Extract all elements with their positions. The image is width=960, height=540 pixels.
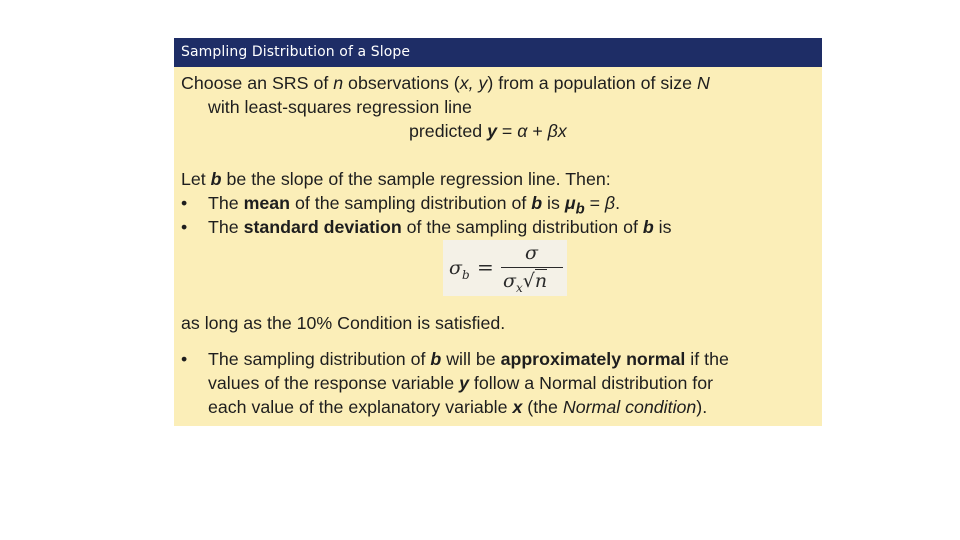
body-line-4: Let b be the slope of the sample regression line. Then:	[181, 169, 611, 189]
title-bar	[174, 38, 822, 67]
regression-equation: predicted y = α + βx	[409, 121, 567, 141]
formula-numerator: σ	[525, 242, 538, 264]
bullet-sd: • The standard deviation of the sampling distribution of b is	[181, 217, 672, 237]
formula-lhs: $\sigma_b$	[449, 257, 470, 282]
body-line-2: with least-squares regression line	[208, 97, 472, 117]
slide-title: Sampling Distribution of a Slope	[181, 44, 411, 60]
formula-denominator: $\sigma_x√n$	[503, 270, 548, 295]
bullet-dot: •	[181, 349, 188, 369]
bullet-mean: • The mean of the sampling distribution of b is $\mu_b = \beta$.	[181, 193, 621, 218]
formula-equals: =	[477, 255, 494, 279]
slide-body	[181, 71, 817, 419]
sd-formula	[443, 240, 567, 296]
bullet-normal-line-3: each value of the explanatory variable x (the Normal condition).	[208, 397, 708, 417]
condition-line: as long as the 10% Condition is satisfied.	[181, 313, 506, 333]
bullet-normal: • The sampling distribution of b will be approximately normal if the	[181, 349, 729, 369]
bullet-dot: •	[181, 193, 188, 213]
bullet-dot: •	[181, 217, 188, 237]
bullet-normal-line-2: values of the response variable y follow a Normal distribution for	[208, 373, 714, 393]
body-line-1: Choose an SRS of n observations (x, y) from a population of size N	[181, 73, 710, 93]
